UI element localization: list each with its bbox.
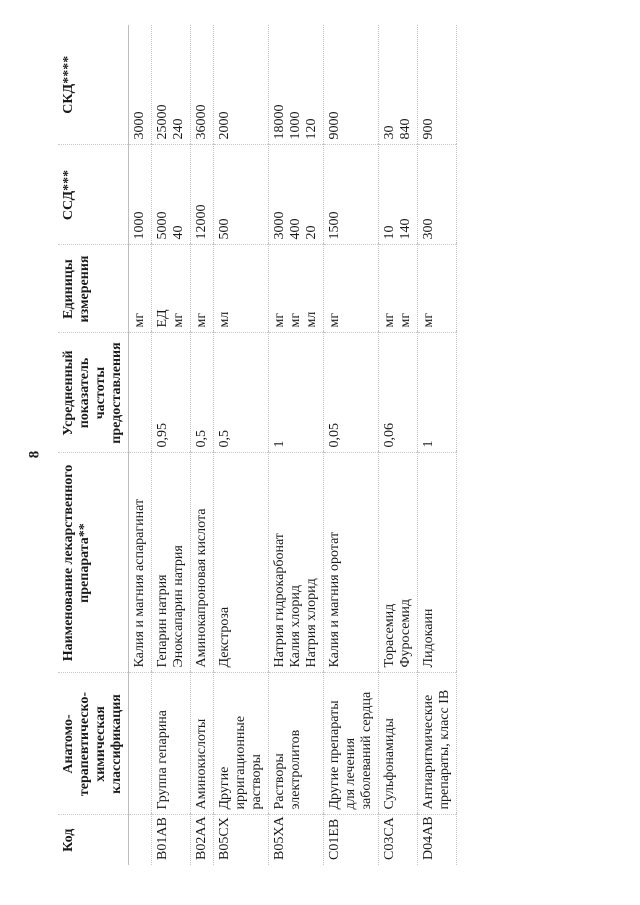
skd-value: 240 xyxy=(171,118,186,140)
unit-value-cell xyxy=(152,245,191,333)
drug-name: Натрия хлорид xyxy=(304,578,319,668)
drug-name: Аминокапроновая кислота xyxy=(194,508,209,668)
unit-value-cell xyxy=(418,245,457,333)
frequency-cell: 0,05 xyxy=(324,333,379,453)
unit-value: мг xyxy=(132,312,147,328)
header-frequency: Усредненный показатель частоты предоставления xyxy=(58,333,129,453)
drug-name: Эноксапарин натрия xyxy=(171,545,186,668)
drug-name: Калия и магния оротат xyxy=(327,531,342,668)
skd-value-cell xyxy=(214,25,269,145)
ssd-value-cell xyxy=(129,145,152,245)
drug-name-cell xyxy=(191,453,214,673)
drug-name-cell xyxy=(379,453,418,673)
unit-value: мг xyxy=(327,312,342,328)
ssd-value: 3000 xyxy=(272,211,287,240)
skd-value: 840 xyxy=(398,118,413,140)
drug-name: Калия хлорид xyxy=(288,584,303,668)
unit-value: мг xyxy=(272,312,287,328)
ssd-value-cell xyxy=(191,145,214,245)
table-row xyxy=(191,25,214,865)
ssd-value-cell xyxy=(324,145,379,245)
code-cell: B05XA xyxy=(269,815,324,865)
unit-value: мг xyxy=(171,312,186,328)
code-cell xyxy=(129,815,152,865)
drug-name-cell xyxy=(269,453,324,673)
skd-value: 2000 xyxy=(217,111,232,140)
table-row xyxy=(152,25,191,865)
ssd-value-cell xyxy=(152,145,191,245)
drug-name: Фуросемид xyxy=(398,599,413,668)
unit-value: мг xyxy=(398,312,413,328)
ssd-value-cell xyxy=(269,145,324,245)
unit-value: мл xyxy=(304,311,319,328)
code-cell: D04AB xyxy=(418,815,457,865)
ssd-value-cell xyxy=(418,145,457,245)
header-skd: СКД**** xyxy=(58,25,129,145)
table-row xyxy=(129,25,152,865)
table-header xyxy=(58,25,129,865)
ssd-value-cell xyxy=(379,145,418,245)
frequency-cell: 1 xyxy=(418,333,457,453)
ssd-value: 20 xyxy=(304,225,319,240)
skd-value-cell xyxy=(152,25,191,145)
atc-cell: Антиаритмические препараты, класс IB xyxy=(418,673,457,815)
unit-value-cell xyxy=(191,245,214,333)
skd-value-cell xyxy=(379,25,418,145)
drug-name: Лидокаин xyxy=(421,608,436,668)
skd-value: 3000 xyxy=(132,111,147,140)
header-drug: Наименование лекарственного препарата** xyxy=(58,453,129,673)
header-atc: Анатомо-терапевтическо-химическая классификация xyxy=(58,673,129,815)
header-ssd: ССД*** xyxy=(58,145,129,245)
unit-value: мг xyxy=(421,312,436,328)
unit-value: мг xyxy=(194,312,209,328)
skd-value: 30 xyxy=(382,125,397,140)
table-row xyxy=(324,25,379,865)
skd-value: 25000 xyxy=(155,104,170,140)
page-number: 8 xyxy=(26,450,43,459)
atc-cell: Другие ирригационные растворы xyxy=(214,673,269,815)
unit-value-cell xyxy=(379,245,418,333)
frequency-cell: 0,5 xyxy=(214,333,269,453)
atc-cell: Другие препараты для лечения заболеваний сердца xyxy=(324,673,379,815)
code-cell: B02AA xyxy=(191,815,214,865)
ssd-value: 12000 xyxy=(194,204,209,240)
code-cell: B01AB xyxy=(152,815,191,865)
ssd-value: 300 xyxy=(421,218,436,240)
drug-name-cell xyxy=(418,453,457,673)
skd-value: 900 xyxy=(421,118,436,140)
drug-name-cell xyxy=(324,453,379,673)
unit-value-cell xyxy=(324,245,379,333)
drug-name-cell xyxy=(214,453,269,673)
atc-cell: Растворы электролитов xyxy=(269,673,324,815)
drug-name: Натрия гидрокарбонат xyxy=(272,533,287,668)
frequency-cell: 1 xyxy=(269,333,324,453)
unit-value: мг xyxy=(382,312,397,328)
unit-value-cell xyxy=(269,245,324,333)
ssd-value-cell xyxy=(214,145,269,245)
drug-name: Калия и магния аспарагинат xyxy=(132,498,147,668)
drug-name: Декстроза xyxy=(217,606,232,668)
frequency-cell: 0,95 xyxy=(152,333,191,453)
drug-name: Гепарин натрия xyxy=(155,574,170,668)
skd-value-cell xyxy=(129,25,152,145)
unit-value: мг xyxy=(288,312,303,328)
ssd-value: 500 xyxy=(217,218,232,240)
header-unit: Единицы измерения xyxy=(58,245,129,333)
drug-name-cell xyxy=(129,453,152,673)
ssd-value: 140 xyxy=(398,218,413,240)
skd-value: 9000 xyxy=(327,111,342,140)
frequency-cell xyxy=(129,333,152,453)
table-row xyxy=(418,25,457,865)
unit-value-cell xyxy=(129,245,152,333)
ssd-value: 5000 xyxy=(155,211,170,240)
frequency-cell: 0,5 xyxy=(191,333,214,453)
skd-value-cell xyxy=(418,25,457,145)
ssd-value: 1000 xyxy=(132,211,147,240)
skd-value-cell xyxy=(324,25,379,145)
table-row xyxy=(379,25,418,865)
table-body xyxy=(129,25,457,865)
header-code: Код xyxy=(58,815,129,865)
table-row xyxy=(214,25,269,865)
code-cell: C01EB xyxy=(324,815,379,865)
skd-value-cell xyxy=(191,25,214,145)
skd-value: 18000 xyxy=(272,104,287,140)
skd-value-cell xyxy=(269,25,324,145)
code-cell: C03CA xyxy=(379,815,418,865)
table-row xyxy=(269,25,324,865)
drug-name-cell xyxy=(152,453,191,673)
unit-value: ЕД xyxy=(155,309,170,328)
code-cell: B05CX xyxy=(214,815,269,865)
ssd-value: 400 xyxy=(288,218,303,240)
atc-cell: Сульфонамиды xyxy=(379,673,418,815)
skd-value: 120 xyxy=(304,118,319,140)
unit-value-cell xyxy=(214,245,269,333)
skd-value: 36000 xyxy=(194,104,209,140)
unit-value: мл xyxy=(217,311,232,328)
drug-table xyxy=(58,25,457,865)
atc-cell xyxy=(129,673,152,815)
ssd-value: 10 xyxy=(382,225,397,240)
atc-cell: Группа гепарина xyxy=(152,673,191,815)
skd-value: 1000 xyxy=(288,111,303,140)
ssd-value: 40 xyxy=(171,225,186,240)
atc-cell: Аминокислоты xyxy=(191,673,214,815)
ssd-value: 1500 xyxy=(327,211,342,240)
frequency-cell: 0,06 xyxy=(379,333,418,453)
drug-name: Торасемид xyxy=(382,603,397,668)
